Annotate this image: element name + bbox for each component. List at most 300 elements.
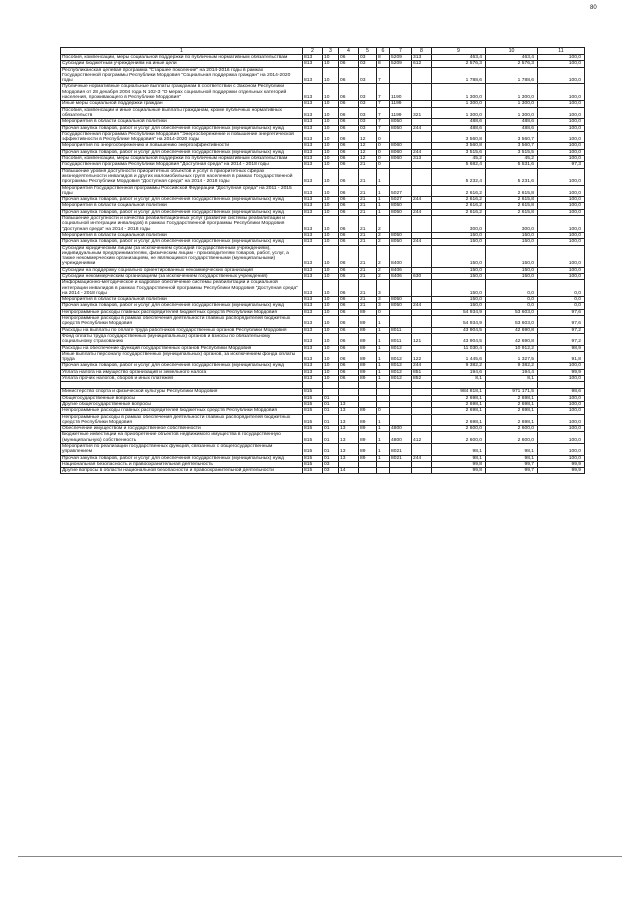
row-name-cell: Иные меры социальной поддержки граждан <box>61 101 303 107</box>
code-cell: 7 <box>377 67 390 84</box>
code-cell: 89 <box>359 316 377 328</box>
code-cell: 2 <box>377 239 390 245</box>
row-name-cell: Иные выплаты персоналу государственных (муниципальных) органов, за исключением фонда оплаты труда <box>61 351 303 363</box>
code-cell: 10 <box>323 67 339 84</box>
amount-cell: 1 300,0 <box>486 101 538 107</box>
code-cell: 10 <box>323 143 339 149</box>
amount-cell: 100,0 <box>538 149 585 155</box>
amount-cell: 98,9 <box>538 345 585 351</box>
code-cell: 8050 <box>390 232 412 238</box>
code-cell: 813 <box>303 162 323 168</box>
code-cell: 89 <box>359 333 377 345</box>
code-cell: 06 <box>339 67 359 84</box>
code-cell: 13 <box>339 432 359 444</box>
code-cell: 815 <box>303 444 323 456</box>
amount-cell: 0,0 <box>538 280 585 297</box>
code-cell: 06 <box>339 216 359 233</box>
code-cell: 1 <box>377 333 390 345</box>
amount-cell: 2 615,8 <box>486 197 538 203</box>
amount-cell: 1 788,6 <box>432 67 486 84</box>
amount-cell: 5 531,6 <box>486 162 538 168</box>
code-cell: 01 <box>323 408 339 414</box>
amount-cell: 2 616,2 <box>432 185 486 197</box>
code-cell: 4800 <box>390 432 412 444</box>
code-cell: 813 <box>303 209 323 215</box>
amount-cell <box>538 382 585 389</box>
row-name-cell: Общегосударственные вопросы <box>61 395 303 401</box>
amount-cell: 99,8 <box>432 468 486 474</box>
code-cell: 03 <box>359 84 377 101</box>
code-cell: 813 <box>303 203 323 209</box>
amount-cell: 300,0 <box>432 216 486 233</box>
code-cell <box>303 382 323 389</box>
code-cell: 1190 <box>390 84 412 101</box>
code-cell: 5027 <box>390 197 412 203</box>
code-cell: 8 <box>377 61 390 67</box>
code-cell: 10 <box>323 168 339 185</box>
row-name-cell: Прочая закупка товаров, работ и услуг для обеспечения государственных (муниципальных) нужд <box>61 455 303 461</box>
amount-cell: 99,9 <box>538 468 585 474</box>
code-cell: 10 <box>323 101 339 107</box>
amount-cell: 150,0 <box>486 267 538 273</box>
amount-cell: 2 698,1 <box>432 401 486 407</box>
code-cell: 14 <box>339 468 359 474</box>
code-cell: 3 <box>377 280 390 297</box>
code-cell: 1 <box>377 369 390 375</box>
amount-cell: 100,0 <box>538 444 585 456</box>
amount-cell: 2 616,2 <box>432 203 486 209</box>
amount-cell: 488,6 <box>432 119 486 125</box>
row-name-cell: Мероприятия по реализации государственных функций, связанных с общегосударственным управлением <box>61 444 303 456</box>
code-cell: 06 <box>339 369 359 375</box>
amount-cell: 2 615,8 <box>486 185 538 197</box>
code-cell: 1 <box>377 455 390 461</box>
code-cell <box>359 382 377 389</box>
code-cell: 10 <box>323 351 339 363</box>
code-cell: 1 <box>377 414 390 426</box>
code-cell: 8406 <box>390 273 412 279</box>
code-cell: 06 <box>339 84 359 101</box>
amount-cell: 100,0 <box>538 395 585 401</box>
amount-cell: 3 560,7 <box>486 143 538 149</box>
amount-cell: 150,0 <box>432 297 486 303</box>
amount-cell: 100,0 <box>538 426 585 432</box>
code-cell: 0 <box>377 162 390 168</box>
table-row <box>61 444 585 456</box>
code-cell: 1 <box>377 351 390 363</box>
header-cell: 2 <box>303 48 323 55</box>
amount-cell: 8,1 <box>432 376 486 382</box>
row-name-cell: Мероприятия по энергосбережению и повышению энергоэффективности <box>61 143 303 149</box>
code-cell: 21 <box>359 280 377 297</box>
amount-cell: 150,0 <box>486 232 538 238</box>
amount-cell: 100,0 <box>538 107 585 119</box>
code-cell <box>412 414 432 426</box>
code-cell: 10 <box>323 149 339 155</box>
code-cell: 10 <box>323 303 339 309</box>
row-name-cell: Субсидии бюджетным учреждениям на иные цели <box>61 61 303 67</box>
code-cell: 10 <box>323 316 339 328</box>
code-cell: 8400 <box>390 245 412 267</box>
code-cell: 1 <box>377 432 390 444</box>
row-name-cell: Субсидии юридическим лицам (за исключением субсидий государственным учреждениям), индивидуальным предпринимателям, физическим лицам - производителям товаров, работ, услуг, а также некоммерческим организациям, не являющимся государственными (муниципальными) учреждениями <box>61 245 303 267</box>
code-cell: 813 <box>303 149 323 155</box>
table-row <box>61 216 585 233</box>
code-cell: 12 <box>359 143 377 149</box>
code-cell: 06 <box>339 162 359 168</box>
code-cell: 244 <box>412 209 432 215</box>
row-name-cell: Прочая закупка товаров, работ и услуг для обеспечения государственных (муниципальных) нужд <box>61 209 303 215</box>
amount-cell: 488,6 <box>432 125 486 131</box>
amount-cell: 0,0 <box>538 297 585 303</box>
code-cell: 13 <box>339 455 359 461</box>
code-cell: 813 <box>303 143 323 149</box>
amount-cell: 2 698,1 <box>486 414 538 426</box>
amount-cell: 2 698,1 <box>432 414 486 426</box>
code-cell: 813 <box>303 280 323 297</box>
code-cell: 10 <box>323 239 339 245</box>
code-cell: 89 <box>359 414 377 426</box>
footer-divider <box>18 856 622 857</box>
code-cell: 06 <box>339 131 359 143</box>
amount-cell: 45,2 <box>432 156 486 162</box>
code-cell: 813 <box>303 245 323 267</box>
amount-cell: 194,4 <box>486 369 538 375</box>
code-cell <box>390 280 412 297</box>
code-cell: 06 <box>339 209 359 215</box>
amount-cell: 150,0 <box>432 273 486 279</box>
code-cell: 0 <box>377 408 390 414</box>
code-cell: 8050 <box>390 297 412 303</box>
amount-cell: 1 300,0 <box>432 84 486 101</box>
code-cell: 06 <box>339 185 359 197</box>
code-cell: 3 <box>377 297 390 303</box>
code-cell: 10 <box>323 327 339 333</box>
code-cell: 06 <box>339 309 359 315</box>
amount-cell: 2 698,1 <box>486 408 538 414</box>
amount-cell: 2 600,0 <box>486 432 538 444</box>
amount-cell: 100,0 <box>538 267 585 273</box>
code-cell: 8012 <box>390 363 412 369</box>
header-cell: 1 <box>61 48 303 55</box>
code-cell: 10 <box>323 309 339 315</box>
code-cell: 21 <box>359 232 377 238</box>
amount-cell: 100,0 <box>538 67 585 84</box>
code-cell: 813 <box>303 303 323 309</box>
code-cell: 06 <box>339 156 359 162</box>
row-name-cell: Прочая закупка товаров, работ и услуг для обеспечения государственных (муниципальных) нужд <box>61 363 303 369</box>
row-name-cell: Министерство спорта и физической культуры Республики Мордовия <box>61 389 303 395</box>
amount-cell: 97,2 <box>538 327 585 333</box>
amount-cell: 100,0 <box>538 209 585 215</box>
amount-cell: 3 560,8 <box>432 131 486 143</box>
code-cell: 1 <box>377 168 390 185</box>
code-cell: 813 <box>303 309 323 315</box>
row-name-cell: Другие общегосударственные вопросы <box>61 401 303 407</box>
table-row <box>61 432 585 444</box>
code-cell: 630 <box>412 273 432 279</box>
code-cell <box>412 84 432 101</box>
amount-cell: 2 615,8 <box>486 209 538 215</box>
code-cell: 06 <box>339 267 359 273</box>
header-row <box>61 48 585 55</box>
row-name-cell: Республиканская целевая программа "Старшее поколение" на 2014-2016 годы в рамках Государственной программы Республики Мордовия "Социальная поддержка граждан" на 2014-2020 годы <box>61 67 303 84</box>
table-row <box>61 468 585 474</box>
amount-cell: 300,0 <box>486 216 538 233</box>
code-cell: 03 <box>359 67 377 84</box>
code-cell: 244 <box>412 239 432 245</box>
code-cell: 10 <box>323 363 339 369</box>
amount-cell: 150,0 <box>432 280 486 297</box>
amount-cell <box>486 382 538 389</box>
amount-cell: 100,0 <box>538 203 585 209</box>
header-cell: 11 <box>538 48 585 55</box>
amount-cell: 100,0 <box>538 156 585 162</box>
code-cell: 06 <box>339 61 359 67</box>
amount-cell: 150,0 <box>486 245 538 267</box>
code-cell: 815 <box>303 414 323 426</box>
amount-cell: 1 300,0 <box>432 101 486 107</box>
code-cell: 21 <box>359 297 377 303</box>
code-cell: 21 <box>359 216 377 233</box>
code-cell: 03 <box>359 119 377 125</box>
header-cell: 10 <box>486 48 538 55</box>
code-cell: 8406 <box>390 267 412 273</box>
code-cell: 01 <box>323 401 339 407</box>
table-row <box>61 414 585 426</box>
budget-table-container <box>60 47 584 474</box>
code-cell: 13 <box>339 401 359 407</box>
code-cell: 815 <box>303 408 323 414</box>
code-cell: 89 <box>359 444 377 456</box>
code-cell: 03 <box>323 468 339 474</box>
code-cell: 10 <box>323 119 339 125</box>
amount-cell: 100,0 <box>538 376 585 382</box>
amount-cell: 98,1 <box>432 455 486 461</box>
code-cell <box>377 468 390 474</box>
amount-cell: 2 615,8 <box>486 203 538 209</box>
amount-cell: 2 698,1 <box>486 401 538 407</box>
code-cell: 06 <box>339 351 359 363</box>
amount-cell: 2 616,2 <box>432 197 486 203</box>
code-cell <box>412 216 432 233</box>
amount-cell: 1 300,0 <box>432 107 486 119</box>
code-cell: 06 <box>339 197 359 203</box>
amount-cell: 98,1 <box>432 444 486 456</box>
table-header <box>61 48 585 55</box>
amount-cell: 2 576,3 <box>432 61 486 67</box>
code-cell: 1 <box>377 209 390 215</box>
row-name-cell: Публичные нормативные социальные выплаты гражданам в соответствии с Законом Республики Мордовия от 28 декабря 2004 года N 102-З "О мерах социальной поддержки отдельных категорий населения, проживающего в Республике Мордовия" <box>61 84 303 101</box>
code-cell: 21 <box>359 303 377 309</box>
code-cell: 10 <box>323 203 339 209</box>
row-name-cell: Непрограммные расходы в рамках обеспечения деятельности главных распорядителей бюджетных средств Республики Мордовия <box>61 414 303 426</box>
amount-cell: 100,0 <box>538 414 585 426</box>
code-cell: 10 <box>323 209 339 215</box>
code-cell: 8050 <box>390 303 412 309</box>
row-name-cell: Государственная программа Республики Мордовия "Энергосбережение и повышение энергетической эффективности в Республике Мордовия" на 2014-2020 годы <box>61 131 303 143</box>
code-cell: 813 <box>303 119 323 125</box>
amount-cell: 100,0 <box>538 119 585 125</box>
code-cell <box>412 468 432 474</box>
code-cell: 13 <box>339 444 359 456</box>
code-cell: 7 <box>377 101 390 107</box>
amount-cell: 150,0 <box>432 303 486 309</box>
amount-cell: 100,0 <box>538 101 585 107</box>
code-cell <box>412 168 432 185</box>
amount-cell: 100,0 <box>538 125 585 131</box>
amount-cell: 100,0 <box>538 55 585 61</box>
code-cell <box>412 185 432 197</box>
header-cell: 5 <box>359 48 377 55</box>
row-name-cell: Фонд оплаты труда государственных (муниципальных) органов и взносы по обязательному социальному страхованию <box>61 333 303 345</box>
amount-cell: 2 616,2 <box>432 209 486 215</box>
amount-cell: 53 603,0 <box>486 309 538 315</box>
amount-cell: 2 600,0 <box>432 432 486 444</box>
code-cell: 5209 <box>390 61 412 67</box>
code-cell: 21 <box>359 203 377 209</box>
amount-cell: 150,0 <box>432 239 486 245</box>
code-cell: 813 <box>303 363 323 369</box>
table-row <box>61 67 585 84</box>
code-cell <box>412 280 432 297</box>
amount-cell: 43 904,5 <box>432 333 486 345</box>
amount-cell: 100,0 <box>538 131 585 143</box>
code-cell: 89 <box>359 408 377 414</box>
code-cell: 10 <box>323 297 339 303</box>
code-cell: 06 <box>339 297 359 303</box>
amount-cell: 0,0 <box>538 303 585 309</box>
code-cell: 2 <box>377 232 390 238</box>
amount-cell: 1 445,6 <box>432 351 486 363</box>
code-cell: 815 <box>303 455 323 461</box>
code-cell: 2 <box>377 273 390 279</box>
code-cell: 21 <box>359 245 377 267</box>
code-cell: 1 <box>377 426 390 432</box>
table-row <box>61 245 585 267</box>
code-cell: 813 <box>303 239 323 245</box>
amount-cell: 97,6 <box>538 316 585 328</box>
code-cell: 813 <box>303 267 323 273</box>
code-cell: 8012 <box>390 351 412 363</box>
table-row <box>61 185 585 197</box>
code-cell: 813 <box>303 84 323 101</box>
code-cell: 1 <box>377 444 390 456</box>
code-cell <box>412 245 432 267</box>
code-cell: 7 <box>377 107 390 119</box>
amount-cell: 45,2 <box>486 156 538 162</box>
code-cell: 8060 <box>390 149 412 155</box>
code-cell: 01 <box>323 455 339 461</box>
code-cell: 10 <box>323 61 339 67</box>
code-cell <box>390 67 412 84</box>
amount-cell <box>432 382 486 389</box>
amount-cell: 100,0 <box>538 401 585 407</box>
row-name-cell: Непрограммные расходы главных распорядителей бюджетных средств Республики Мордовия <box>61 408 303 414</box>
table-row <box>61 84 585 101</box>
row-name-cell: Прочая закупка товаров, работ и услуг для обеспечения государственных (муниципальных) нужд <box>61 239 303 245</box>
code-cell: 8012 <box>390 369 412 375</box>
code-cell: 06 <box>339 273 359 279</box>
code-cell: 03 <box>359 107 377 119</box>
code-cell: 06 <box>339 239 359 245</box>
code-cell: 8011 <box>390 333 412 345</box>
code-cell: 1 <box>377 316 390 328</box>
code-cell: 03 <box>359 125 377 131</box>
code-cell: 10 <box>323 185 339 197</box>
code-cell: 10 <box>323 197 339 203</box>
code-cell: 21 <box>359 209 377 215</box>
row-name-cell: Субсидии на поддержку социально ориентированных некоммерческих организаций <box>61 267 303 273</box>
amount-cell: 463,4 <box>432 55 486 61</box>
code-cell: 10 <box>323 232 339 238</box>
code-cell: 2 <box>377 216 390 233</box>
amount-cell: 8,1 <box>486 376 538 382</box>
code-cell: 815 <box>303 468 323 474</box>
code-cell: 1199 <box>390 107 412 119</box>
code-cell: 0 <box>377 143 390 149</box>
amount-cell: 2 600,0 <box>486 426 538 432</box>
row-name-cell: Другие вопросы в области национальной безопасности и правоохранительной деятельности <box>61 468 303 474</box>
amount-cell: 150,0 <box>432 232 486 238</box>
amount-cell: 3 515,5 <box>486 149 538 155</box>
code-cell: 06 <box>339 345 359 351</box>
code-cell: 244 <box>412 149 432 155</box>
code-cell: 815 <box>303 426 323 432</box>
code-cell <box>412 382 432 389</box>
code-cell: 06 <box>339 303 359 309</box>
code-cell: 815 <box>303 461 323 467</box>
code-cell: 89 <box>359 426 377 432</box>
amount-cell: 11 030,4 <box>432 345 486 351</box>
code-cell: 813 <box>303 273 323 279</box>
code-cell: 7 <box>377 125 390 131</box>
code-cell: 21 <box>359 267 377 273</box>
amount-cell: 150,0 <box>432 245 486 267</box>
header-cell: 4 <box>339 48 359 55</box>
code-cell: 813 <box>303 327 323 333</box>
table-row <box>61 131 585 143</box>
code-cell: 1199 <box>390 101 412 107</box>
code-cell: 13 <box>339 426 359 432</box>
code-cell: 10 <box>323 280 339 297</box>
row-name-cell: Повышение доступности и качества реабилитационных услуг (развитие системы реабилитации и социальной интеграции инвалидов) в рамках Государственной программы Республики Мордовия "Доступная среда" на 2014 - 2018 годы <box>61 216 303 233</box>
code-cell: 1 <box>377 363 390 369</box>
code-cell: 89 <box>359 369 377 375</box>
table-row <box>61 107 585 119</box>
code-cell: 244 <box>412 303 432 309</box>
amount-cell: 100,0 <box>538 216 585 233</box>
code-cell: 813 <box>303 376 323 382</box>
amount-cell: 3 515,6 <box>432 149 486 155</box>
amount-cell: 100,0 <box>538 239 585 245</box>
code-cell: 8 <box>377 55 390 61</box>
code-cell: 89 <box>359 432 377 444</box>
row-name-cell: Уплата прочих налогов, сборов и иных платежей <box>61 376 303 382</box>
code-cell: 10 <box>323 345 339 351</box>
row-name-cell: Прочая закупка товаров, работ и услуг для обеспечения государственных (муниципальных) нужд <box>61 197 303 203</box>
code-cell: 7 <box>377 119 390 125</box>
code-cell: 8050 <box>390 119 412 125</box>
code-cell: 813 <box>303 197 323 203</box>
amount-cell: 2 698,1 <box>432 408 486 414</box>
amount-cell: 0,0 <box>486 280 538 297</box>
amount-cell: 5 232,4 <box>432 168 486 185</box>
code-cell: 10 <box>323 156 339 162</box>
code-cell: 813 <box>303 156 323 162</box>
code-cell: 21 <box>359 162 377 168</box>
row-name-cell: Бюджетные инвестиции на приобретение объектов недвижимого имущества в государственную (муниципальную) собственность <box>61 432 303 444</box>
